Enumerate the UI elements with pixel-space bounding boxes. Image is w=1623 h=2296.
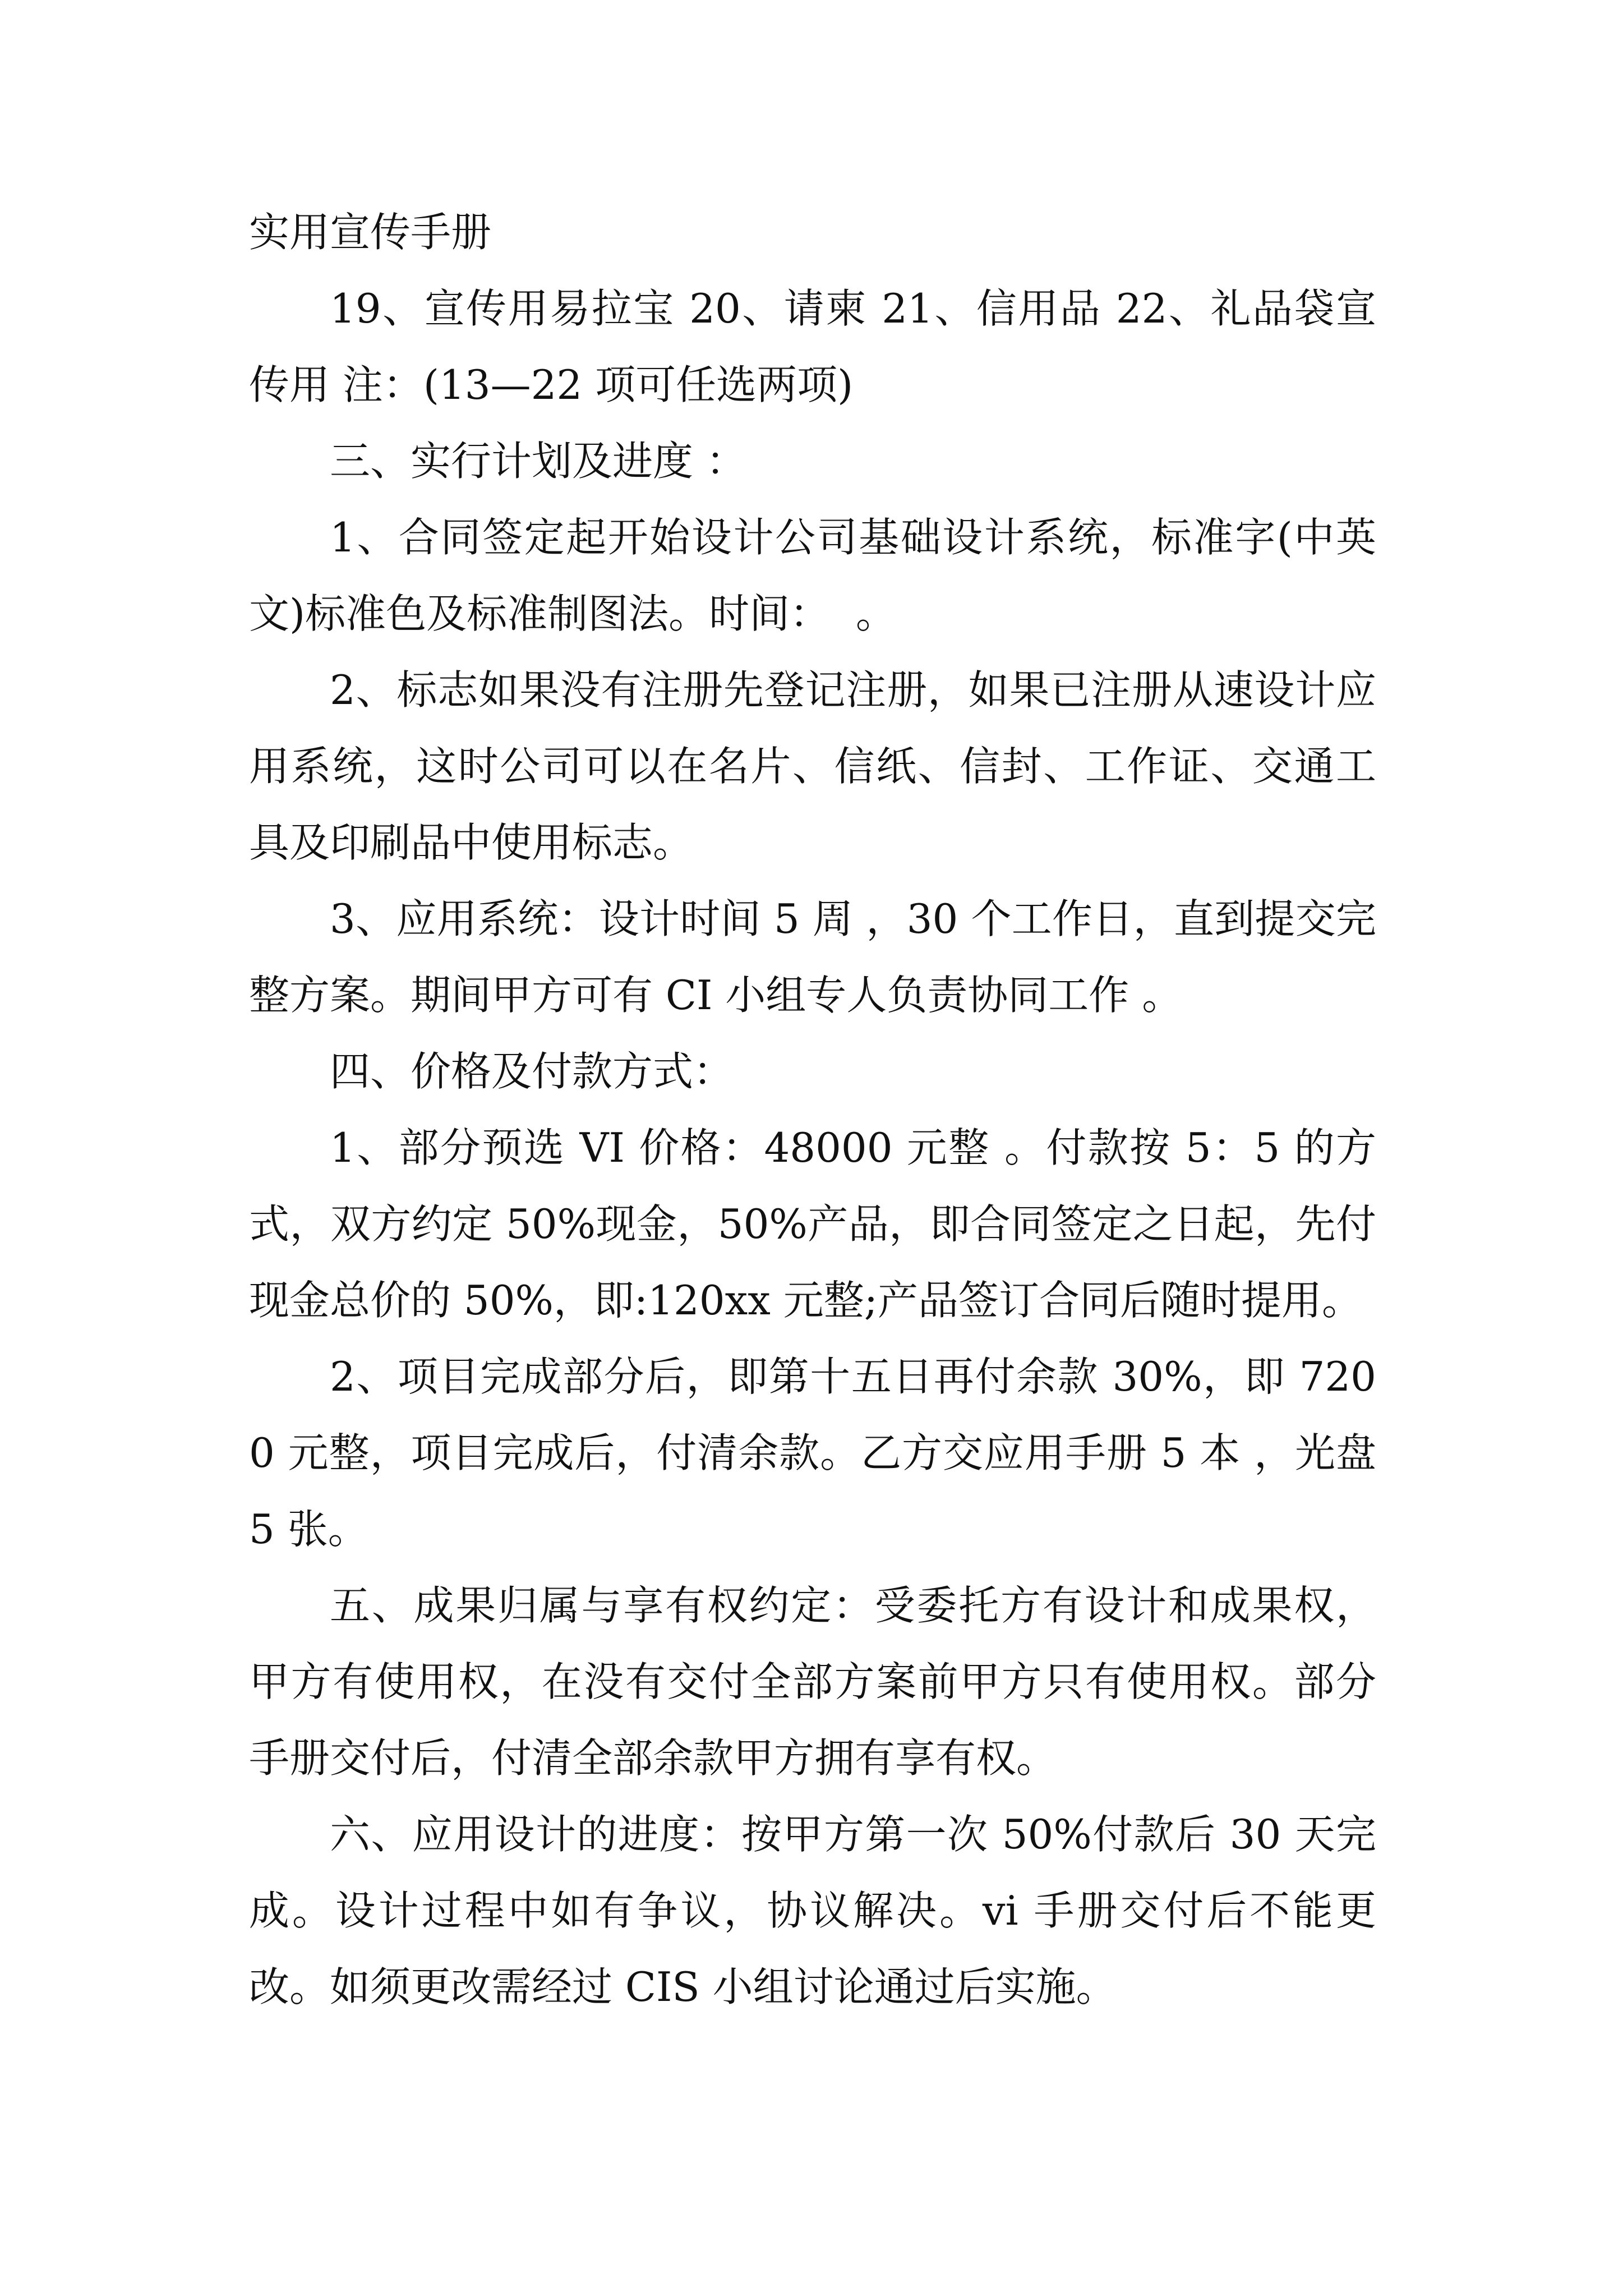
paragraph-schedule-3: 3、应用系统：设计时间 5 周 ，30 个工作日，直到提交完整方案。期间甲方可有 CI 小组专人负责协同工作 。: [249, 895, 1376, 1019]
paragraph-handbook-item: 实用宣传手册: [249, 209, 492, 256]
paragraph-items-19-22: 19、宣传用易拉宝 20、请柬 21、信用品 22、礼品袋宣传用 注：(13—22 项可任选两项): [249, 285, 1376, 408]
paragraph-ownership: 五、成果归属与享有权约定：受委托方有设计和成果权，甲方有使用权，在没有交付全部方案前甲方只有使用权。部分手册交付后，付清全部余款甲方拥有享有权。: [249, 1582, 1376, 1782]
section-heading-price-payment: 四、价格及付款方式：: [330, 1048, 734, 1095]
document-body: [249, 194, 1389, 2025]
paragraph-payment-2: 2、项目完成部分后，即第十五日再付余款 30%，即 7200 元整，项目完成后，付清余款。乙方交应用手册 5 本 ，光盘 5 张。: [249, 1353, 1389, 1553]
section-heading-schedule: 三、实行计划及进度 ：: [330, 438, 746, 485]
paragraph-schedule-1: 1、合同签定起开始设计公司基础设计系统，标准字(中英文)标准色及标准制图法。时间： 。: [249, 514, 1376, 637]
paragraph-design-progress: 六、应用设计的进度：按甲方第一次 50%付款后 30 天完成。设计过程中如有争议，协议解决。vi 手册交付后不能更改。如须更改需经过 CIS 小组讨论通过后实施。: [249, 1811, 1376, 2010]
paragraph-schedule-2: 2、标志如果没有注册先登记注册，如果已注册从速设计应用系统，这时公司可以在名片、信纸、信封、工作证、交通工具及印刷品中使用标志。: [249, 666, 1376, 866]
paragraph-payment-1: 1、部分预选 VI 价格：48000 元整 。付款按 5：5 的方式，双方约定 50%现金，50%产品，即合同签定之日起，先付现金总价的 50%，即:120xx 元整;产品签订合同后随时提用。: [249, 1124, 1376, 1324]
